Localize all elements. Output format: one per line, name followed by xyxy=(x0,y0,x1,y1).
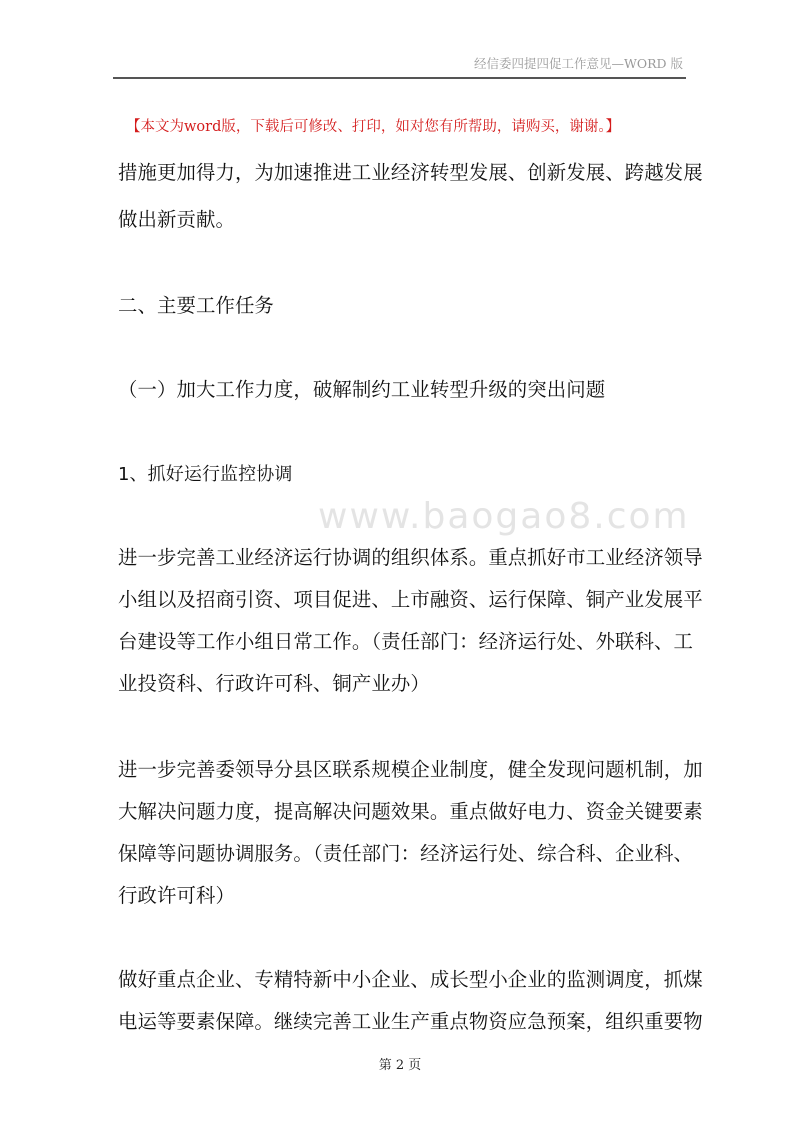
running-header: 经信委四提四促工作意见—WORD 版 xyxy=(473,56,683,71)
body-line: 行政许可科） xyxy=(118,884,235,907)
body-line: 大解决问题力度，提高解决问题效果。重点做好电力、资金关键要素 xyxy=(118,800,703,823)
page-number: 第 2 页 xyxy=(378,1058,422,1073)
body-line: 做好重点企业、专精特新中小企业、成长型小企业的监测调度，抓煤 xyxy=(118,968,703,991)
body-line: 措施更加得力，为加速推进工业经济转型发展、创新发展、跨越发展 xyxy=(118,161,703,184)
body-line: 电运等要素保障。继续完善工业生产重点物资应急预案，组织重要物 xyxy=(118,1010,703,1033)
subsection-heading: （一）加大工作力度，破解制约工业转型升级的突出问题 xyxy=(118,378,606,401)
header-rule xyxy=(113,77,686,79)
watermark: www.baogao8.com xyxy=(318,496,690,537)
body-line: 台建设等工作小组日常工作。（责任部门：经济运行处、外联科、工 xyxy=(118,630,694,653)
body-line: 进一步完善委领导分县区联系规模企业制度，健全发现问题机制，加 xyxy=(118,758,703,781)
body-line: 做出新贡献。 xyxy=(118,208,235,231)
body-line: 业投资科、行政许可科、铜产业办） xyxy=(118,672,430,695)
item-heading: 1、抓好运行监控协调 xyxy=(118,464,293,485)
body-line: 小组以及招商引资、项目促进、上市融资、运行保障、铜产业发展平 xyxy=(118,588,703,611)
body-line: 保障等问题协调服务。（责任部门：经济运行处、综合科、企业科、 xyxy=(118,842,694,865)
body-line: 进一步完善工业经济运行协调的组织体系。重点抓好市工业经济领导 xyxy=(118,546,703,569)
purchase-notice: 【本文为word版，下载后可修改、打印，如对您有所帮助，请购买，谢谢。】 xyxy=(126,119,621,135)
section-heading: 二、主要工作任务 xyxy=(118,294,274,317)
